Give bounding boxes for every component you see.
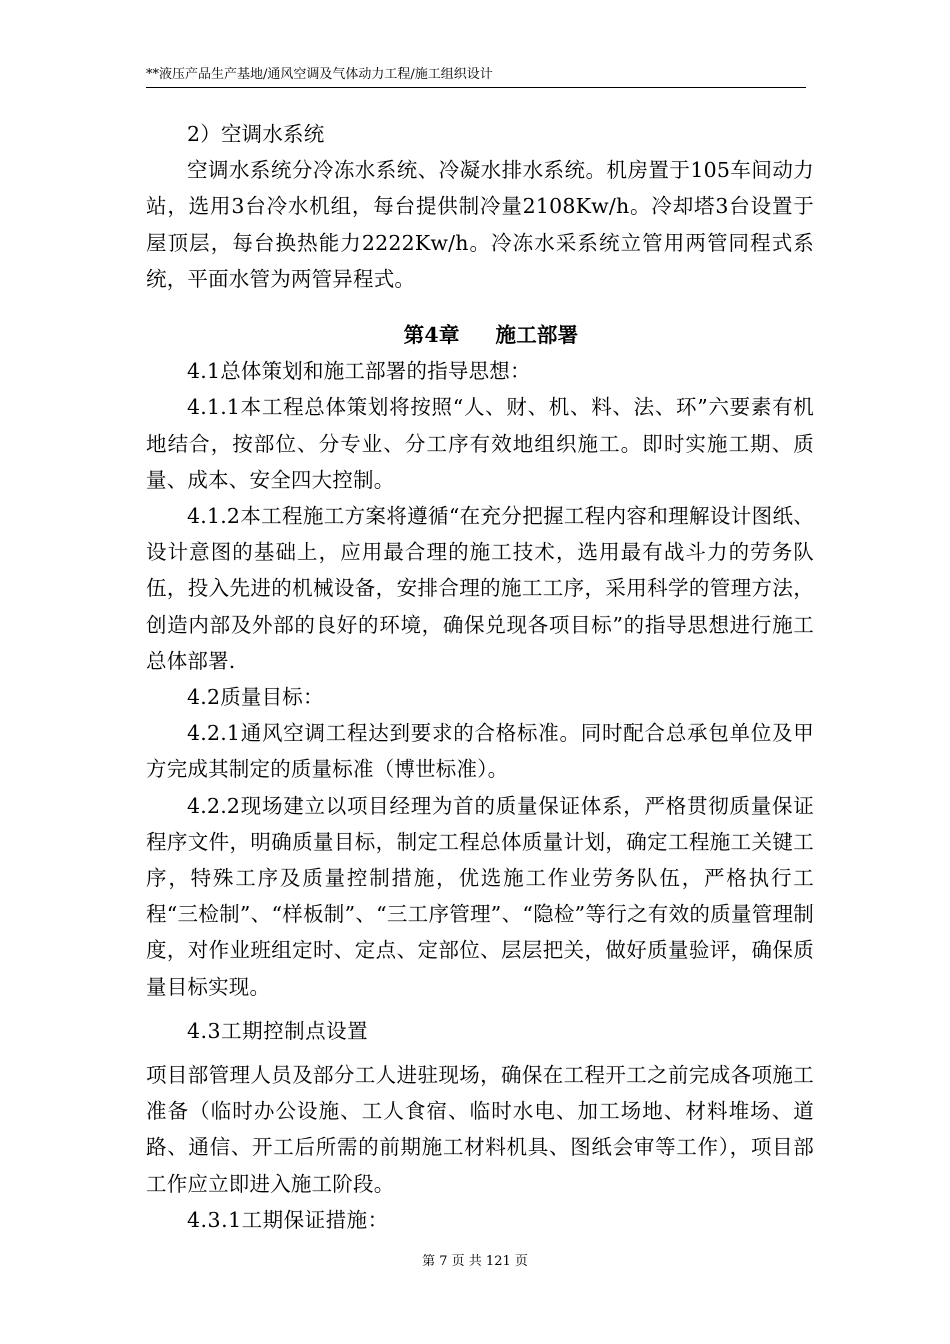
- section-heading-4-3-1: 4.3.1工期保证措施：: [187, 1207, 389, 1232]
- paragraph-4-1-2: 4.1.2本工程施工方案将遵循“在充分把握工程内容和理解设计图纸、设计意图的基础上，应用最合理的施工技术，选用最有战斗力的劳务队伍，投入先进的机械设备，安排合理的施工工序，采用科学的管理方法，创造内部及外部的良好的环境，确保兑现各项目标”的指导思想进行施工总体部署.: [146, 504, 814, 673]
- chapter-title: 施工部署: [495, 323, 579, 348]
- page-header: **液压产品生产基地/通风空调及气体动力工程/施工组织设计: [146, 67, 493, 82]
- section-heading-4-1: 4.1总体策划和施工部署的指导思想：: [187, 359, 531, 384]
- paragraph-4-2-2: 4.2.2现场建立以项目经理为首的质量保证体系，严格贯彻质量保证程序文件，明确质量目标，制定工程总体质量计划，确定工程施工关键工序，特殊工序及质量控制措施，优选施工作业劳务队伍，严格执行工程“三检制”、“样板制”、“三工序管理”、“隐检”等行之有效的质量管理制度，对作业班组定时、定点、定部位、层层把关，做好质量验评，确保质量目标实现。: [146, 793, 814, 999]
- section-heading-4-2: 4.2质量目标：: [187, 685, 324, 710]
- chapter-heading: [146, 317, 814, 353]
- paragraph-4-2-1: 4.2.1通风空调工程达到要求的合格标准。同时配合总承包单位及甲方完成其制定的质量标准（博世标准）。: [146, 721, 814, 782]
- section-heading-4-3: 4.3工期控制点设置: [187, 1018, 369, 1043]
- paragraph-4-3: 项目部管理人员及部分工人进驻现场，确保在工程开工之前完成各项施工准备（临时办公设施、工人食宿、临时水电、加工场地、材料堆场、道路、通信、开工后所需的前期施工材料机具、图纸会审等工作），项目部工作应立即进入施工阶段。: [146, 1063, 814, 1196]
- paragraph-ac-water-system: 空调水系统分冷冻水系统、冷凝水排水系统。机房置于105车间动力站，选用3台冷水机组，每台提供制冷量2108Kw/h。冷却塔3台设置于屋顶层，每台换热能力2222Kw/h。冷冻水采系统立管用两管同程式系统，平面水管为两管异程式。: [146, 158, 814, 291]
- header-rule: [146, 87, 806, 88]
- page-footer: 第 7 页 共 121 页: [422, 1254, 528, 1269]
- subsection-heading-ac-water: 2）空调水系统: [187, 122, 325, 146]
- document-body: [146, 116, 814, 1238]
- chapter-number: 第4章: [403, 323, 460, 348]
- paragraph-4-1-1: 4.1.1本工程总体策划将按照“人、财、机、料、法、环”六要素有机地结合，按部位、分专业、分工序有效地组织施工。即时实施工期、质量、成本、安全四大控制。: [146, 395, 814, 492]
